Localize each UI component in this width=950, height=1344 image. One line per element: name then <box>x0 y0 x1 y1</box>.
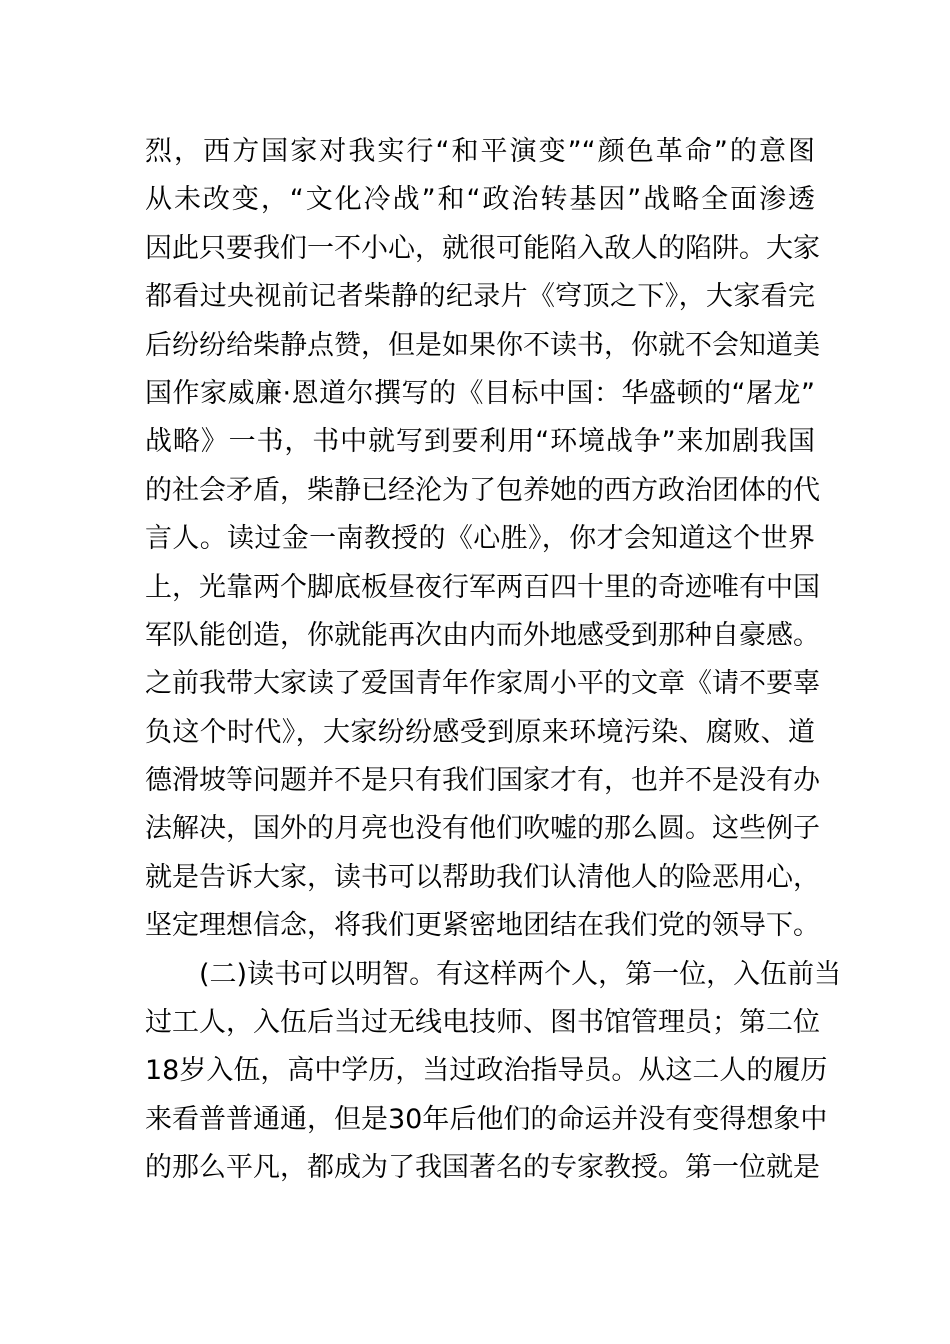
text-line: 因此只要我们一不小心，就很可能陷入敌人的陷阱。大家 <box>145 232 820 264</box>
text-line: 来看普普通通，但是30年后他们的命运并没有变得想象中 <box>145 1103 828 1135</box>
text-line: 上，光靠两个脚底板昼夜行军两百四十里的奇迹唯有中国 <box>145 571 820 603</box>
paragraph-2 <box>145 951 842 1193</box>
text-line: 就是告诉大家，读书可以帮助我们认清他人的险恶用心， <box>145 861 820 893</box>
text-line: 18岁入伍，高中学历，当过政治指导员。从这二人的履历 <box>145 1055 828 1087</box>
paragraph-1 <box>145 128 820 951</box>
text-line: 后纷纷给柴静点赞，但是如果你不读书，你就不会知道美 <box>145 329 820 361</box>
body-text <box>145 128 842 1193</box>
text-line: 国作家威廉·恩道尔撰写的《目标中国：华盛顿的“屠龙” <box>145 377 815 409</box>
text-line: 负这个时代》，大家纷纷感受到原来环境污染、腐败、道 <box>145 716 815 748</box>
text-line: 之前我带大家读了爱国青年作家周小平的文章《请不要辜 <box>145 668 820 700</box>
text-line: 言人。读过金一南教授的《心胜》，你才会知道这个世界 <box>145 523 815 555</box>
text-line: 战略》一书，书中就写到要利用“环境战争”来加剧我国 <box>145 426 815 458</box>
text-line: 烈，西方国家对我实行“和平演变”“颜色革命”的意图 <box>145 136 815 167</box>
text-line: 的那么平凡，都成为了我国著名的专家教授。第一位就是 <box>145 1152 820 1184</box>
text-line: 法解决，国外的月亮也没有他们吹嘘的那么圆。这些例子 <box>145 813 820 845</box>
text-line: 的社会矛盾，柴静已经沦为了包养她的西方政治团体的代 <box>145 474 820 506</box>
text-line: 过工人，入伍后当过无线电技师、图书馆管理员；第二位 <box>145 1007 820 1039</box>
text-line: (二)读书可以明智。有这样两个人，第一位，入伍前当 <box>199 958 842 990</box>
text-line: 都看过央视前记者柴静的纪录片《穹顶之下》，大家看完 <box>145 281 815 313</box>
text-line: 军队能创造，你就能再次由内而外地感受到那种自豪感。 <box>145 619 820 651</box>
text-line: 德滑坡等问题并不是只有我们国家才有，也并不是没有办 <box>145 765 820 797</box>
text-line: 坚定理想信念，将我们更紧密地团结在我们党的领导下。 <box>145 910 820 942</box>
text-line: 从未改变，“文化冷战”和“政治转基因”战略全面渗透 <box>145 184 815 216</box>
